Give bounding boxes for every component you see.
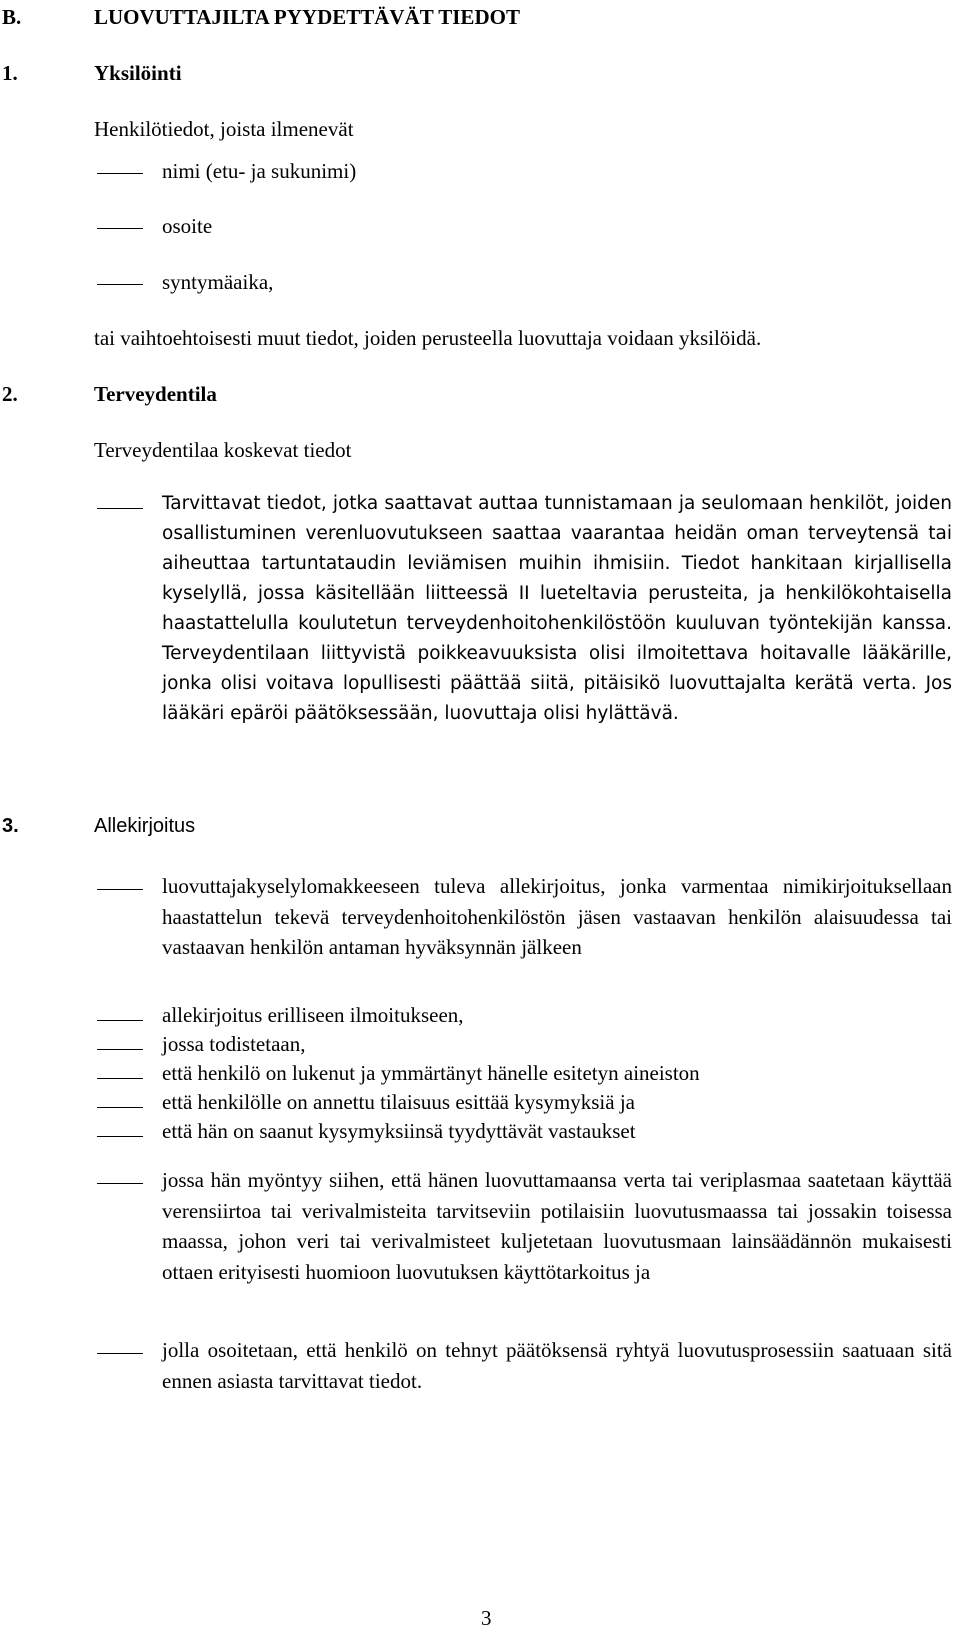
list-item: allekirjoitus erilliseen ilmoitukseen, [162,1003,464,1027]
list-dash [97,173,143,174]
section-2-paragraph: Tarvittavat tiedot, jotka saattavat auttaa tunnistamaan ja seulomaan henkilöt, joiden osallistuminen verenluovutukseen saattaa vaarantaa heidän oman terveytensä tai aiheuttaa tartuntataudin leviämisen muihin ihmisiin. Tiedot hankitaan kirjallisella kyselyllä, jossa käsitellään liitteessä II lueteltavia perusteita, ja henkilökohtaisella haastattelulla koulutetun terveydenhoitohenkilöstöön kuuluvan työntekijän kanssa. Terveydentilaan liittyvistä poikkeavuuksista olisi ilmoitettava hoitavalle lääkärille, jonka olisi voitava lopullisesti päättää siitä, pitäisikö luovuttajalta kerätä verta. Jos lääkäri epäröi päätöksessään, luovuttaja olisi hylättävä. [162,493,952,724]
section-3-paragraph: jolla osoitetaan, että henkilö on tehnyt päätöksensä ryhtyä luovutusprosessiin saatuaan sitä ennen asiasta tarvittavat tiedot. [162,1338,952,1393]
page-number: 3 [481,1606,492,1630]
list-item: että henkilö on lukenut ja ymmärtänyt hänelle esitetyn aineiston [162,1061,700,1085]
section-3-title: Allekirjoitus [94,815,196,837]
list-dash [97,228,143,229]
list-item: nimi (etu- ja sukunimi) [162,159,357,183]
section-2-intro: Terveydentilaa koskevat tiedot [94,438,352,462]
list-dash [97,1107,143,1108]
section-3-paragraph: jossa hän myöntyy siihen, että hänen luovuttamaansa verta tai veriplasmaa saatetaan käyttää verensiirtoa tai verivalmisteita tarvitseviin potilaisiin luovutusmaassa tai jossakin toisessa maassa, johon veri tai verivalmisteet kuljetetaan luovutusmaan lainsäädännön mukaisesti ottaen erityisesti huomioon luovutuksen käyttötarkoitus ja [162,1168,952,1284]
section-1-outro: tai vaihtoehtoisesti muut tiedot, joiden perusteella luovuttaja voidaan yksilöidä. [94,326,762,350]
list-dash [97,1049,143,1050]
section-3-number: 3. [2,815,19,837]
list-item: osoite [162,214,213,238]
section-b-number: B. [2,5,22,29]
list-dash [97,1020,143,1021]
list-dash [97,1183,143,1184]
list-dash [97,1136,143,1137]
list-dash [97,284,143,285]
list-dash [97,1353,143,1354]
list-item: että henkilölle on annettu tilaisuus esittää kysymyksiä ja [162,1090,635,1114]
list-item: jossa todistetaan, [162,1032,306,1056]
section-1-intro: Henkilötiedot, joista ilmenevät [94,117,354,141]
list-dash [97,889,143,890]
section-3-paragraph: luovuttajakyselylomakkeeseen tuleva allekirjoitus, jonka varmentaa nimikirjoituksellaan haastattelun tekevä terveydenhoitohenkilöstön jäsen vastaavan henkilön alaisuudessa tai vastaavan henkilön antaman hyväksynnän jälkeen [162,874,952,960]
section-2-number: 2. [2,382,18,406]
list-dash [97,508,143,509]
list-dash [97,1078,143,1079]
section-1-number: 1. [2,61,18,85]
list-item: syntymäaika, [162,270,274,294]
section-b-title: LUOVUTTAJILTA PYYDETTÄVÄT TIEDOT [94,5,520,29]
section-1-title: Yksilöinti [94,61,182,85]
section-2-title: Terveydentila [94,382,217,406]
list-item: että hän on saanut kysymyksiinsä tyydyttävät vastaukset [162,1119,636,1143]
